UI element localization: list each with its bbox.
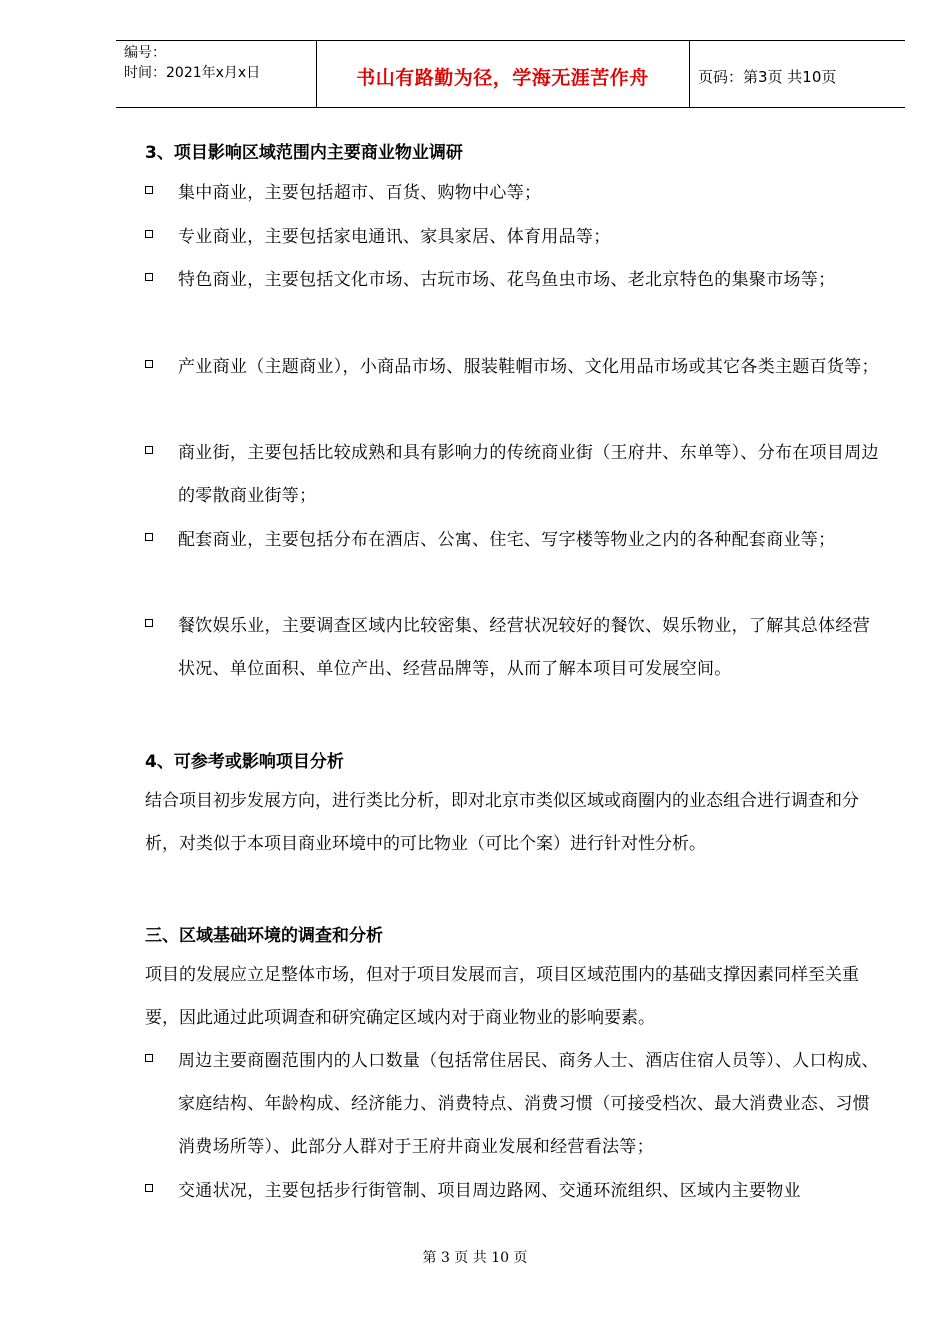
- list-item-text: 周边主要商圈范围内的人口数量（包括常住居民、商务人士、酒店住宿人员等）、人口构成、家庭结构、年龄构成、经济能力、消费特点、消费习惯（可接受档次、最大消费业态、习惯消费场所等）、此部分人群对于王府井商业发展和经营看法等；: [178, 1051, 879, 1157]
- list-item-text: 特色商业，主要包括文化市场、古玩市场、花鸟鱼虫市场、老北京特色的集聚市场等；: [178, 270, 836, 290]
- bullet-box-icon: [145, 230, 153, 238]
- list-item-text: 产业商业（主题商业），小商品市场、服装鞋帽市场、文化用品市场或其它各类主题百货等；: [178, 357, 879, 377]
- page-header: [116, 40, 905, 108]
- bullet-box-icon: [145, 446, 153, 454]
- section-4-paragraph: 结合项目初步发展方向，进行类比分析，即对北京市类似区域或商圈内的业态组合进行调查和分析，对类似于本项目商业环境中的可比物业（可比个案）进行针对性分析。: [145, 791, 859, 854]
- page-footer: 第 3 页 共 10 页: [422, 1250, 528, 1266]
- header-page-cell: [690, 41, 905, 107]
- header-meta-cell: [116, 41, 317, 107]
- section-III-heading: 三、区域基础环境的调查和分析: [145, 926, 383, 946]
- header-motto: 书山有路勤为径，学海无涯苦作舟: [356, 67, 649, 89]
- list-item-text: 交通状况，主要包括步行街管制、项目周边路网、交通环流组织、区域内主要物业: [178, 1181, 801, 1201]
- bullet-box-icon: [145, 1054, 153, 1062]
- header-motto-cell: [316, 41, 690, 107]
- list-item-text: 配套商业，主要包括分布在酒店、公寓、住宅、写字楼等物业之内的各种配套商业等；: [178, 530, 836, 550]
- list-item-text: 商业街，主要包括比较成熟和具有影响力的传统商业街（王府井、东单等）、分布在项目周边的零散商业街等；: [178, 443, 879, 506]
- section-3-heading: 3、项目影响区域范围内主要商业物业调研: [145, 143, 463, 163]
- bullet-box-icon: [145, 186, 153, 194]
- bullet-box-icon: [145, 273, 153, 281]
- bullet-box-icon: [145, 533, 153, 541]
- section-4-heading: 4、可参考或影响项目分析: [145, 752, 344, 772]
- list-item-text: 餐饮娱乐业，主要调查区域内比较密集、经营状况较好的餐饮、娱乐物业，了解其总体经营状况、单位面积、单位产出、经营品牌等，从而了解本项目可发展空间。: [178, 616, 870, 679]
- document-code-label: 编号：: [124, 45, 166, 61]
- header-page-number: 页码：第3页 共10页: [698, 68, 837, 86]
- list-item-text: 专业商业，主要包括家电通讯、家具家居、体育用品等；: [178, 227, 611, 247]
- bullet-box-icon: [145, 360, 153, 368]
- document-time-label: 时间：2021年x月x日: [124, 65, 261, 81]
- bullet-box-icon: [145, 1184, 153, 1192]
- bullet-box-icon: [145, 619, 153, 627]
- list-item-text: 集中商业，主要包括超市、百货、购物中心等；: [178, 183, 542, 203]
- section-III-paragraph: 项目的发展应立足整体市场，但对于项目发展而言，项目区域范围内的基础支撑因素同样至关重要，因此通过此项调查和研究确定区域内对于商业物业的影响要素。: [145, 965, 859, 1028]
